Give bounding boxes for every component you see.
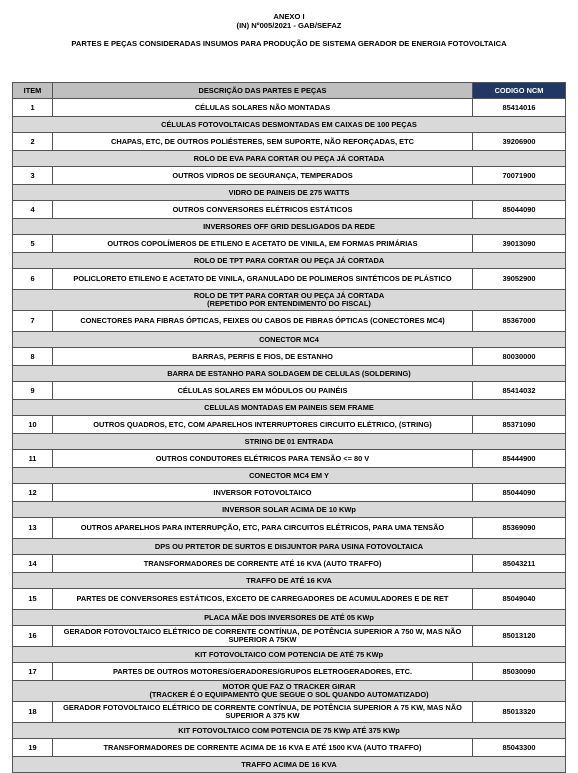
description-cell: OUTROS CONDUTORES ELÉTRICOS PARA TENSÃO <= 80 V	[53, 450, 473, 468]
subheader-description	[13, 610, 566, 626]
ncm-code-cell: 85414016	[473, 99, 566, 117]
subheader-text: KIT FOTOVOLTAICO COM POTENCIA DE ATÉ 75 KWp	[194, 649, 384, 659]
subheader-text: CONECTOR MC4	[259, 334, 319, 344]
description-cell: OUTROS VIDROS DE SEGURANÇA, TEMPERADOS	[53, 167, 473, 185]
table-subheader-row	[13, 647, 566, 663]
table-row	[13, 663, 566, 681]
subheader-description	[13, 290, 566, 311]
subheader-text: KIT FOTOVOLTAICO COM POTENCIA DE 75 KWp ATÉ 375 KWp	[178, 725, 400, 735]
subheader-description	[13, 253, 566, 269]
subheader-description	[13, 117, 566, 133]
description-cell: TRANSFORMADORES DE CORRENTE ATÉ 16 KVA (AUTO TRAFFO)	[53, 555, 473, 573]
table-subheader-row	[13, 332, 566, 348]
table-subheader-row	[13, 681, 566, 702]
table-row	[13, 589, 566, 610]
item-number-cell: 19	[13, 739, 53, 757]
subheader-text: STRING DE 01 ENTRADA	[244, 436, 334, 446]
ncm-code-cell: 85030090	[473, 663, 566, 681]
column-header-description: DESCRIÇÃO DAS PARTES E PEÇAS	[53, 83, 473, 99]
table-row	[13, 269, 566, 290]
subheader-text: ROLO DE EVA PARA CORTAR OU PEÇA JÁ CORTADA	[193, 153, 385, 163]
subheader-text: INVERSORES OFF GRID DESLIGADOS DA REDE	[203, 221, 375, 231]
description-cell: CHAPAS, ETC, DE OUTROS POLIÉSTERES, SEM SUPORTE, NÃO REFORÇADAS, ETC	[53, 133, 473, 151]
subheader-description	[13, 400, 566, 416]
description-cell: CONECTORES PARA FIBRAS ÓPTICAS, FEIXES OU CABOS DE FIBRAS ÓPTICAS (CONECTORES MC4)	[53, 311, 473, 332]
ncm-code-cell: 85444900	[473, 450, 566, 468]
parts-table	[12, 82, 566, 773]
table-row	[13, 311, 566, 332]
item-number-cell: 8	[13, 348, 53, 366]
item-number-cell: 11	[13, 450, 53, 468]
subheader-description	[13, 219, 566, 235]
document-header	[0, 12, 578, 48]
description-cell: OUTROS COPOLÍMEROS DE ETILENO E ACETATO DE VINILA, EM FORMAS PRIMÁRIAS	[53, 235, 473, 253]
subheader-text: TRAFFO DE ATÉ 16 KVA	[246, 575, 332, 585]
item-number-cell: 6	[13, 269, 53, 290]
ncm-code-cell: 39013090	[473, 235, 566, 253]
column-header-item: ITEM	[13, 83, 53, 99]
subheader-text: PLACA MÃE DOS INVERSORES DE ATÉ 05 KWp	[204, 612, 374, 622]
item-number-cell: 14	[13, 555, 53, 573]
table-row	[13, 450, 566, 468]
ncm-code-cell: 85414032	[473, 382, 566, 400]
subheader-description	[13, 434, 566, 450]
description-cell: PARTES DE CONVERSORES ESTÁTICOS, EXCETO DE CARREGADORES DE ACUMULADORES E DE RET	[53, 589, 473, 610]
table-subheader-row	[13, 366, 566, 382]
table-row	[13, 555, 566, 573]
description-cell: OUTROS APARELHOS PARA INTERRUPÇÃO, ETC, PARA CIRCUITOS ELÉTRICOS, PARA UMA TENSÃO	[53, 518, 473, 539]
ncm-code-cell: 85044090	[473, 484, 566, 502]
table-subheader-row	[13, 757, 566, 773]
subheader-text: CONECTOR MC4 EM Y	[249, 470, 329, 480]
table-header-row	[13, 83, 566, 99]
subheader-description	[13, 502, 566, 518]
subheader-description	[13, 723, 566, 739]
item-number-cell: 15	[13, 589, 53, 610]
subheader-text: ROLO DE TPT PARA CORTAR OU PEÇA JÁ CORTADA	[193, 291, 385, 300]
subheader-description	[13, 539, 566, 555]
subheader-text: VIDRO DE PAINEIS DE 275 WATTS	[228, 187, 350, 197]
table-row	[13, 518, 566, 539]
instruction-number: (IN) Nº005/2021 - GAB/SEFAZ	[236, 21, 342, 30]
description-cell: GERADOR FOTOVOLTAICO ELÉTRICO DE CORRENTE CONTÍNUA, DE POTÊNCIA SUPERIOR A 750 W, MAS NÃO SUPERIOR A 75KW	[53, 626, 473, 647]
description-cell: INVERSOR FOTOVOLTAICO	[53, 484, 473, 502]
ncm-code-cell: 85044090	[473, 201, 566, 219]
item-number-cell: 9	[13, 382, 53, 400]
table-row	[13, 382, 566, 400]
subheader-description	[13, 151, 566, 167]
ncm-code-cell: 70071900	[473, 167, 566, 185]
subheader-text: TRAFFO ACIMA DE 16 KVA	[241, 759, 337, 769]
table-subheader-row	[13, 219, 566, 235]
subheader-text: BARRA DE ESTANHO PARA SOLDAGEM DE CELULAS (SOLDERING)	[167, 368, 411, 378]
column-header-ncm: CODIGO NCM	[473, 83, 566, 99]
table-subheader-row	[13, 539, 566, 555]
description-cell: TRANSFORMADORES DE CORRENTE ACIMA DE 16 KVA E ATÉ 1500 KVA (AUTO TRAFFO)	[53, 739, 473, 757]
subheader-text-secondary: (TRACKER É O EQUIPAMENTO QUE SEGUE O SOL QUANDO AUTOMATIZADO)	[149, 690, 429, 699]
table-subheader-row	[13, 151, 566, 167]
ncm-code-cell: 85371090	[473, 416, 566, 434]
table-row	[13, 626, 566, 647]
subheader-text: MOTOR QUE FAZ O TRACKER GIRAR	[222, 682, 356, 691]
ncm-code-cell: 85369090	[473, 518, 566, 539]
subheader-text: CÉLULAS FOTOVOLTAICAS DESMONTADAS EM CAIXAS DE 100 PEÇAS	[161, 119, 417, 129]
description-cell: CÉLULAS SOLARES EM MÓDULOS OU PAINÉIS	[53, 382, 473, 400]
subheader-description	[13, 757, 566, 773]
subheader-text: DPS OU PRTETOR DE SURTOS E DISJUNTOR PARA USINA FOTOVOLTAICA	[154, 541, 424, 551]
item-number-cell: 4	[13, 201, 53, 219]
table-subheader-row	[13, 468, 566, 484]
item-number-cell: 12	[13, 484, 53, 502]
description-cell: CÉLULAS SOLARES NÃO MONTADAS	[53, 99, 473, 117]
table-row	[13, 416, 566, 434]
subheader-description	[13, 647, 566, 663]
description-cell: OUTROS CONVERSORES ELÉTRICOS ESTÁTICOS	[53, 201, 473, 219]
item-number-cell: 17	[13, 663, 53, 681]
ncm-code-cell: 85367000	[473, 311, 566, 332]
table-subheader-row	[13, 290, 566, 311]
description-cell: OUTROS QUADROS, ETC, COM APARELHOS INTERRUPTORES CIRCUITO ELÉTRICO, (STRING)	[53, 416, 473, 434]
item-number-cell: 1	[13, 99, 53, 117]
ncm-code-cell: 85013320	[473, 702, 566, 723]
table-subheader-row	[13, 502, 566, 518]
table-row	[13, 167, 566, 185]
subheader-description	[13, 681, 566, 702]
ncm-code-cell: 85049040	[473, 589, 566, 610]
table-row	[13, 702, 566, 723]
subheader-text: ROLO DE TPT PARA CORTAR OU PEÇA JÁ CORTADA	[193, 255, 385, 265]
table-subheader-row	[13, 723, 566, 739]
subheader-description	[13, 185, 566, 201]
description-cell: POLICLORETO ETILENO E ACETATO DE VINILA, GRANULADO DE POLIMEROS SINTÉTICOS DE PLÁSTICO	[53, 269, 473, 290]
table-subheader-row	[13, 434, 566, 450]
description-cell: BARRAS, PERFIS E FIOS, DE ESTANHO	[53, 348, 473, 366]
ncm-code-cell: 85043211	[473, 555, 566, 573]
table-row	[13, 133, 566, 151]
annex-title: ANEXO I	[273, 12, 305, 21]
table-subheader-row	[13, 185, 566, 201]
item-number-cell: 18	[13, 702, 53, 723]
table-subheader-row	[13, 610, 566, 626]
description-cell: GERADOR FOTOVOLTAICO ELÉTRICO DE CORRENTE CONTÍNUA, DE POTÊNCIA SUPERIOR A 75 KW, MAS NÃO SUPERIOR A 375 KW	[53, 702, 473, 723]
ncm-code-cell: 80030000	[473, 348, 566, 366]
item-number-cell: 5	[13, 235, 53, 253]
item-number-cell: 10	[13, 416, 53, 434]
subheader-description	[13, 573, 566, 589]
table-row	[13, 739, 566, 757]
subheader-description	[13, 468, 566, 484]
item-number-cell: 7	[13, 311, 53, 332]
table-row	[13, 484, 566, 502]
table-row	[13, 201, 566, 219]
item-number-cell: 3	[13, 167, 53, 185]
table-subheader-row	[13, 253, 566, 269]
table-subheader-row	[13, 400, 566, 416]
ncm-code-cell: 39052900	[473, 269, 566, 290]
table-row	[13, 348, 566, 366]
subheader-text-secondary: (REPETIDO POR ENTENDIMENTO DO FISCAL)	[207, 299, 371, 308]
ncm-code-cell: 85013120	[473, 626, 566, 647]
subheader-description	[13, 332, 566, 348]
table-subheader-row	[13, 573, 566, 589]
table-subheader-row	[13, 117, 566, 133]
description-cell: PARTES DE OUTROS MOTORES/GERADORES/GRUPOS ELETROGERADORES, ETC.	[53, 663, 473, 681]
subheader-description	[13, 366, 566, 382]
item-number-cell: 16	[13, 626, 53, 647]
table-row	[13, 99, 566, 117]
ncm-code-cell: 85043300	[473, 739, 566, 757]
subheader-text: INVERSOR SOLAR ACIMA DE 10 KWp	[222, 504, 356, 514]
item-number-cell: 2	[13, 133, 53, 151]
document-subtitle: PARTES E PEÇAS CONSIDERADAS INSUMOS PARA PRODUÇÃO DE SISTEMA GERADOR DE ENERGIA FOTOVOLTAICA	[71, 39, 507, 48]
subheader-text: CELULAS MONTADAS EM PAINEIS SEM FRAME	[204, 402, 374, 412]
table-row	[13, 235, 566, 253]
ncm-code-cell: 39206900	[473, 133, 566, 151]
table-body	[13, 99, 566, 773]
item-number-cell: 13	[13, 518, 53, 539]
